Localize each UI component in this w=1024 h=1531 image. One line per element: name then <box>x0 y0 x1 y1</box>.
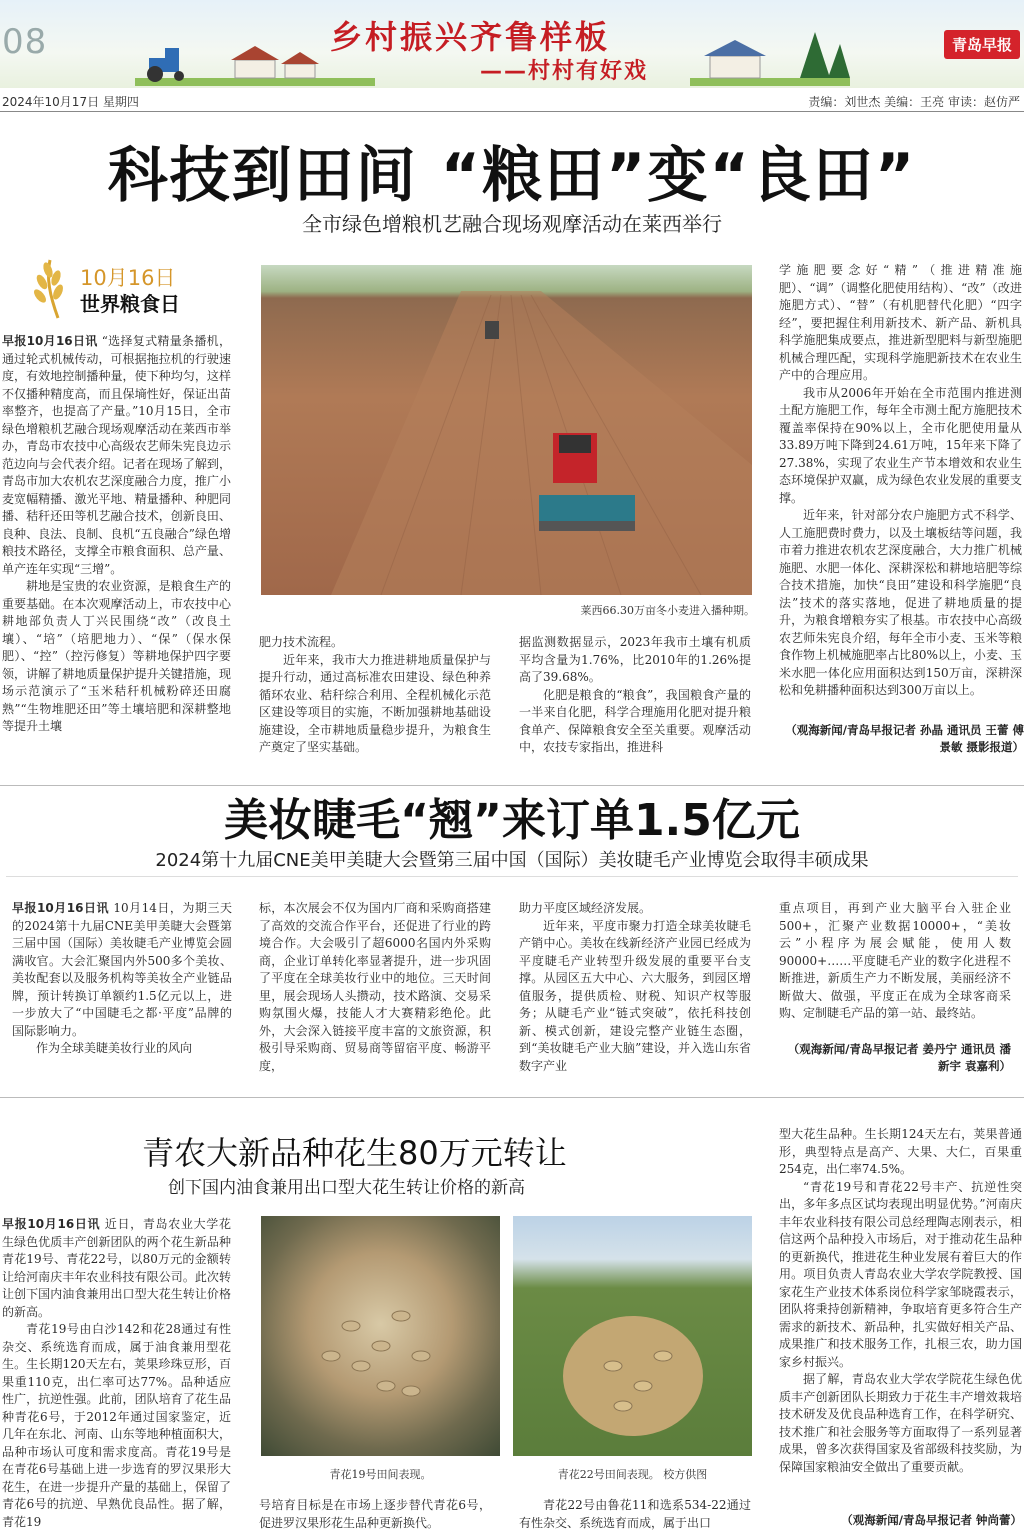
story2-byline: （观海新闻/青岛早报记者 姜丹宁 通讯员 潘新宇 袁嘉利） <box>787 1042 1011 1073</box>
field-photo-caption: 莱西66.30万亩冬小麦进入播种期。 <box>580 604 755 617</box>
story1-column-1 <box>2 333 231 763</box>
divider <box>6 876 1018 877</box>
story1-paragraph: 肥力技术流程。 <box>259 635 344 649</box>
story2-column-4 <box>779 900 1011 1040</box>
divider <box>0 111 1024 112</box>
story1-subheadline: 全市绿色增粮机艺融合现场观摩活动在莱西举行 <box>302 212 722 236</box>
story3-byline: （观海新闻/青岛早报记者 钟尚蕾） <box>841 1513 1022 1527</box>
story1-paragraph: 学施肥要念好“精”（推进精准施肥）、“调”（调整化肥使用结构）、“改”（改进施肥方式）、“替”（有机肥替代化肥）“四字经”，要把握住利用新技术、新产品、新机具科学施肥集成要点，推进新型肥料与新型施肥机械合理匹配，实现科学施肥新技术在农业生产中的合理应用。 <box>779 263 1022 382</box>
story1-column-3 <box>519 634 751 756</box>
editor-credits: 责编：刘世杰 美编：王亮 审读：赵仿严 <box>808 95 1020 109</box>
peanut-photo-right-caption: 青花22号田间表现。 校方供图 <box>557 1468 708 1481</box>
story3-subheadline: 创下国内油食兼用出口型大花生转让价格的新高 <box>168 1178 525 1198</box>
story3-paragraph: 型大花生品种。生长期124天左右，荚果普通形，典型特点是高产、大果、大仁，百果重254克，出仁率74.5%。 <box>779 1127 1022 1176</box>
story1-headline: 科技到田间 “粮田”变“良田” <box>107 141 917 211</box>
story3-paragraph: 号培育目标是在市场上逐步替代青花6号，促进罗汉果形花生品种更新换代。 <box>259 1498 491 1530</box>
section-title: 乡村振兴齐鲁样板 <box>330 18 611 56</box>
story2-paragraph: 作为全球美睫美妆行业的风向 <box>36 1041 193 1055</box>
story1-paragraph: 耕地是宝贵的农业资源，是粮食生产的重要基础。在本次观摩活动上，市农技中心耕地部负责人丁兴民围绕“改”（改良土壤）、“培”（培肥地力）、“保”（保水保肥）、“控”（控污修复）等耕地保护四字要领，讲解了耕地质量保护提升关键措施，现场示范演示了“玉米秸秆机械粉碎还田腐熟”“生物堆肥还田”等土壤培肥和深耕整地等提升土壤 <box>2 579 231 733</box>
story3-paragraph: 青花22号由鲁花11和选系534-22通过有性杂交、系统选育而成，属于出口 <box>519 1498 751 1530</box>
tree-icon <box>800 32 830 78</box>
village-illustration <box>690 30 850 86</box>
page-number: 08 <box>2 22 48 62</box>
story2-column-2 <box>259 900 491 1078</box>
wheat-icon <box>28 256 78 320</box>
story3-column-4 <box>779 1126 1022 1512</box>
story3-column-3 <box>519 1497 751 1531</box>
story3-paragraph: “青花19号和青花22号丰产、抗逆性突出，多年多点区试均表现出明显优势。”河南庆丰年农业科技有限公司总经理陶志刚表示，相信这两个品种投入市场后，对于推动花生品种的更新换代，推进花生种业发展有着巨大的作用。项目负责人青岛农业大学农学院教授、国家花生产业技术体系岗位科学家邹晓霞表示，团队将秉持创新精神，争取培育更多符合生产需求的新技术、新品种，扎实做好相关产品、成果推广和技术服务工作，扎根三农，助力国家乡村振兴。 <box>779 1179 1022 1369</box>
newspaper-logo: 青岛早报 <box>944 30 1020 59</box>
story1-column-4 <box>779 262 1022 720</box>
house-icon <box>231 46 319 78</box>
issue-date: 2024年10月17日 星期四 <box>2 95 139 109</box>
section-subtitle: ——村村有好戏 <box>480 59 649 84</box>
story1-dateline: 早报10月16日讯 <box>2 334 98 348</box>
story3-column-2 <box>259 1497 491 1531</box>
story3-headline: 青农大新品种花生80万元转让 <box>142 1134 567 1172</box>
divider <box>0 1097 1024 1098</box>
story3-paragraph: 据了解，青岛农业大学农学院花生绿色优质丰产创新团队长期致力于花生丰产增效栽培技术研发及优良品种选育工作，在科学研究、技术推广和社会服务等方面取得了一系列显著成果，曾多次获得国家及省部级科技奖励，为保障国家粮油安全做出了重要贡献。 <box>779 1372 1022 1474</box>
story1-paragraph: 化肥是粮食的“粮食”，我国粮食产量的一半来自化肥，科学合理施用化肥对提升粮食单产、保障粮食安全至关重要。观摩活动中，农技专家指出，推进科 <box>519 687 751 754</box>
story2-subheadline: 2024第十九届CNE美甲美睫大会暨第三届中国（国际）美妆睫毛产业博览会取得丰硕成果 <box>155 850 869 871</box>
peanut-photo-left-caption: 青花19号田间表现。 <box>329 1468 432 1481</box>
story2-paragraph: 近年来，平度市聚力打造全球美妆睫毛产销中心。美妆在线新经济产业园已经成为平度睫毛产业转型升级发展的重要平台支撑。从园区五大中心、六大服务，到园区增值服务，提供质检、财税、知识产权等服务；从睫毛产业“链式突破”，依托科技创新、模式创新，建设完整产业链生态圈，到“美妆睫毛产业大脑”建设，并入选山东省数字产业 <box>519 918 751 1073</box>
food-day-name: 世界粮食日 <box>80 292 180 316</box>
story2-paragraph: 10月14日，为期三天的2024第十九届CNE美甲美睫大会暨第三届中国（国际）美妆睫毛产业博览会圆满收官。大会汇聚国内外500多个美妆、美妆配套以及服务机构等美妆全产业链品牌，预计转换订单额约1.5亿元以上，进一步放大了“中国睫毛之都·平度”品牌的国际影响力。 <box>12 901 232 1038</box>
story1-paragraph: 我市从2006年开始在全市范围内推进测土配方施肥工作，每年全市测土配方施肥技术覆盖率保持在90%以上，全市化肥使用量从33.89万吨下降到24.61万吨，15年来下降了27.38%，实现了农业生产节本增效和农业生态环境保护双赢，成为绿色农业发展的重要支撑。 <box>779 385 1022 505</box>
story3-paragraph: 近日，青岛农业大学花生绿色优质丰产创新团队的两个花生新品种青花19号、青花22号，以80万元的金额转让给河南庆丰年农业科技有限公司。此次转让创下国内油食兼用出口型大花生转让价格的新高。 <box>2 1217 231 1319</box>
tractor-icon <box>147 48 184 82</box>
distant-tractor <box>485 321 499 339</box>
story1-column-2 <box>259 634 491 756</box>
food-day-date: 10月16日 <box>80 266 176 290</box>
peanut-photo-left <box>261 1216 500 1456</box>
story2-paragraph: 标，本次展会不仅为国内厂商和采购商搭建了高效的交流合作平台，还促进了行业的跨境合作。大会吸引了超6000名国内外采购商，企业订单转化率显著提升，进一步巩固了平度在全球美妆行业中的地位。三天时间里，展会现场人头攒动，技术路演、交易采购氛围火爆，技能人才大赛精彩绝伦。此外，大会深入链接平度丰富的文旅资源，积极引导采购商、贸易商等留宿平度、畅游平度， <box>259 901 491 1073</box>
story1-paragraph: 近年来，针对部分农户施肥方式不科学、人工施肥费时费力，以及土壤板结等问题，我市着力推进农机农艺深度融合，大力推广机械施肥、水肥一体化、深耕深松和耕地培肥等综合技术措施，加快“良田”建设和科学施肥“良法”技术的落实落地，促进了耕地质量的提升，为粮食增粮夯实了根基。市农技中心高级农艺师朱宪良介绍，每年全市小麦、玉米等粮食作物上机械施肥率占比80%以上，小麦、玉米水肥一体化应用面积达到150万亩，深耕深松和免耕播种面积达到300万亩以上。 <box>779 508 1022 697</box>
story2-column-3 <box>519 900 751 1078</box>
story1-paragraph: 据监测数据显示，2023年我市土壤有机质平均含量为1.76%，比2010年的1.26%提高了39.68%。 <box>519 635 751 684</box>
story1-byline: （观海新闻/青岛早报记者 孙晶 通讯员 王蕾 傅景敏 摄影报道） <box>785 723 1024 754</box>
story1-paragraph: 近年来，我市大力推进耕地质量保护与提升行动，通过高标准农田建设、绿色种养循环农业、秸秆综合利用、全程机械化示范区建设等项目的实施，不断加强耕地基础设施建设，全市耕地质量稳步提升，为粮食生产奠定了坚实基础。 <box>259 652 491 754</box>
field-photo <box>261 265 752 595</box>
story3-paragraph: 青花19号由白沙142和花28通过有性杂交、系统选育而成，属于油食兼用型花生。生长期120天左右，荚果珍珠豆形，百果重110克，出仁率可达77%。品种适应性广，抗逆性强。此前，团队培育了花生品种青花6号，于2012年通过国家鉴定，近几年在东北、河南、山东等地种植面积大，品种市场认可度和需求度高。青花19号是在青花6号基础上进一步选育的罗汉果形大花生，在进一步提升产量的基础上，保留了青花6号的抗逆、早熟优良品性。据了解，青花19 <box>2 1322 231 1529</box>
story2-dateline: 早报10月16日讯 <box>12 901 109 915</box>
story3-column-1 <box>2 1216 231 1531</box>
story2-paragraph: 重点项目，再到产业大脑平台入驻企业500+，汇聚产业数据10000+，“美妆云”小程序为展会赋能，使用人数90000+……平度睫毛产业的数字化进程不断推进，新质生产力不断发展，美丽经济不断做大、做强，平度正在成为全球客商采购、定制睫毛产品的第一站、最终站。 <box>779 901 1011 1020</box>
story1-paragraph: “选择复式精量条播机，通过轮式机械传动，可根据拖拉机的行驶速度，有效地控制播种量，使下种均匀，这样不仅播种精度高，而且保墒性好，保证出苗率整齐，也提高了产量。”10月15日，全市绿色增粮机艺融合现场观摩活动在莱西市举办，青岛市农技中心高级农艺师朱宪良边示范边向与会代表介绍。记者在现场了解到，青岛市加大农机农艺深度融合力度，推广小麦宽幅精播、激光平地、精量播种、种肥同播、秸秆还田等机艺融合技术，创新良田、良种、良法、良制、良机“五良融合”绿色增粮技术路径，支撑全市粮食面积、总产量、单产连年实现“三增”。 <box>2 334 231 576</box>
story2-headline: 美妆睫毛“翘”来订单1.5亿元 <box>224 795 800 846</box>
story2-paragraph: 助力平度区域经济发展。 <box>519 901 652 915</box>
story3-dateline: 早报10月16日讯 <box>2 1217 101 1231</box>
peanut-photo-right <box>513 1216 752 1456</box>
story2-column-1 <box>12 900 232 1080</box>
